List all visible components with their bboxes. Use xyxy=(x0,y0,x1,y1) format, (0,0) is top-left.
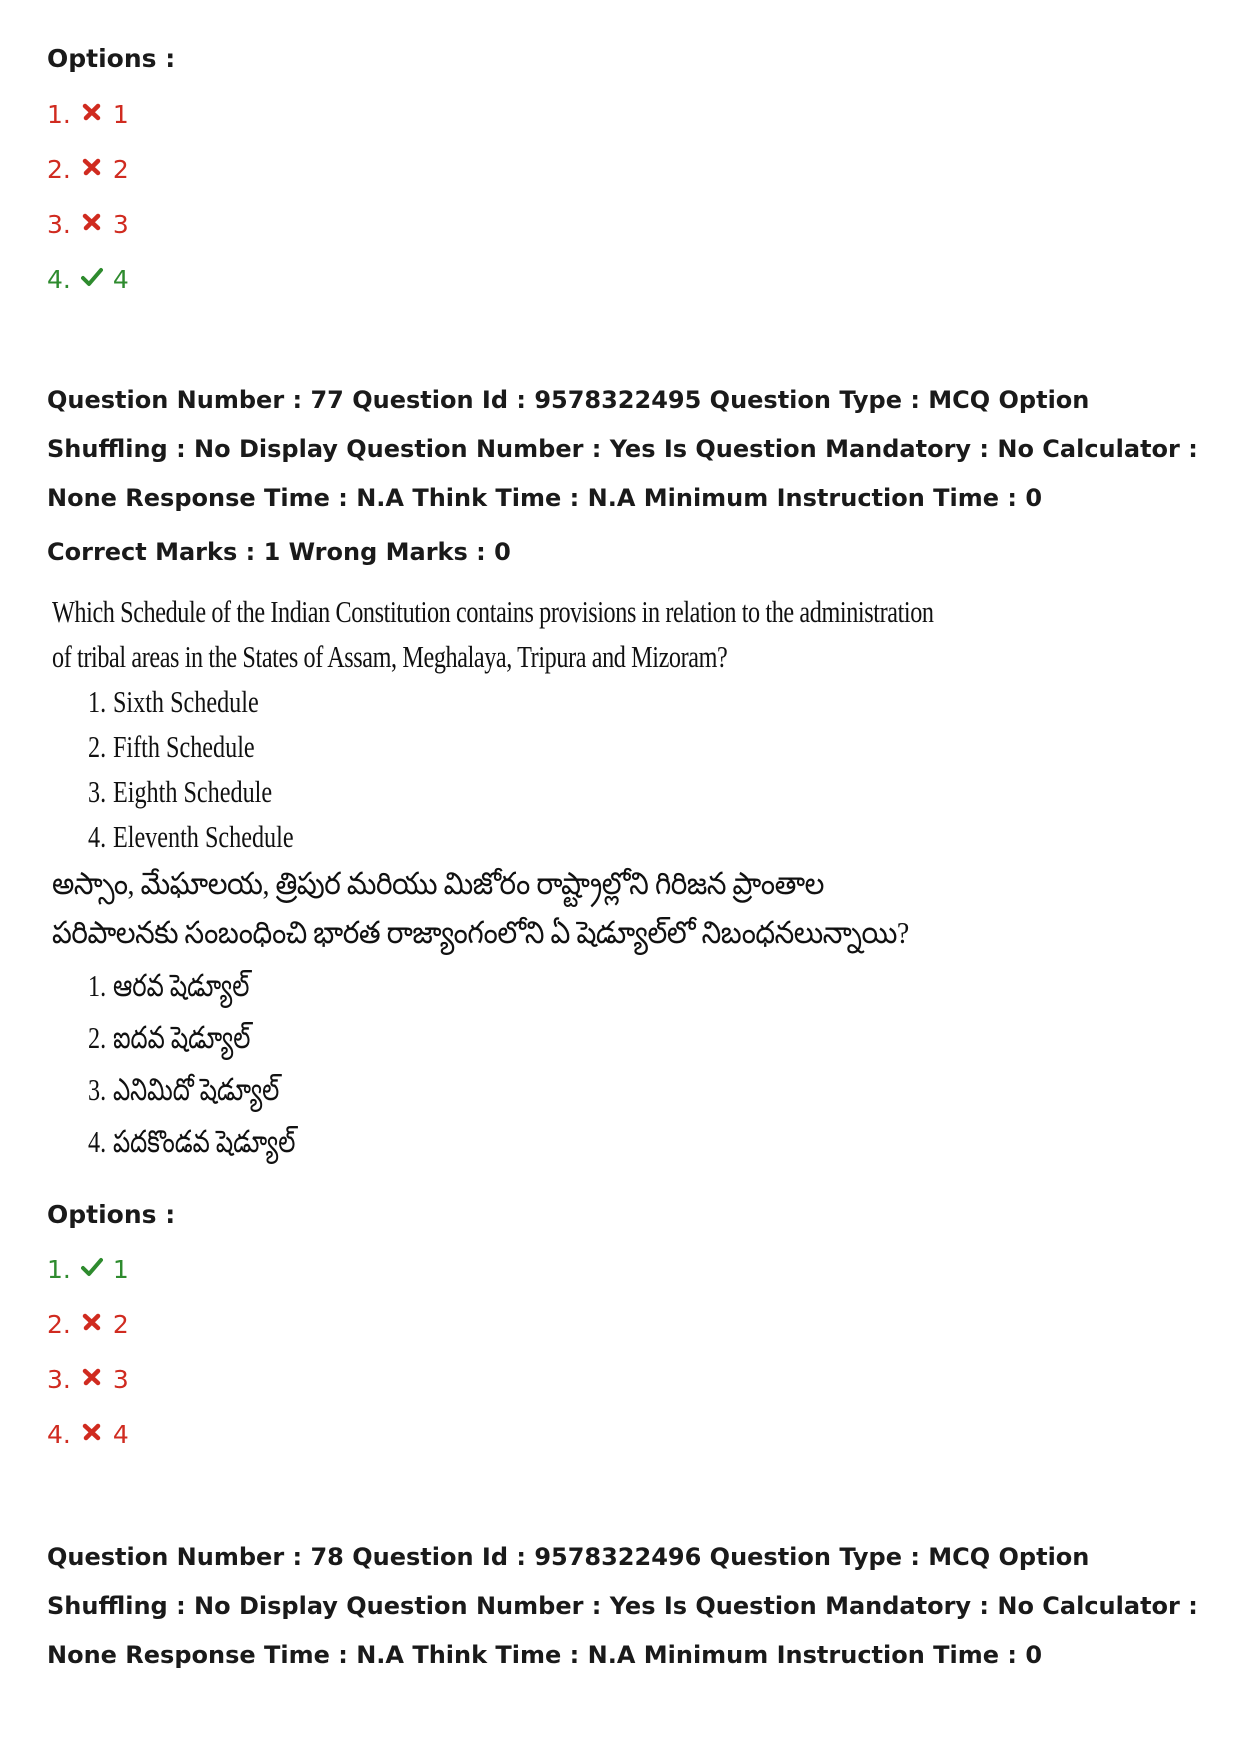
marks-info: Correct Marks : 1 Wrong Marks : 0 xyxy=(47,538,511,566)
choice-text: పదకొండవ షెడ్యూల్ xyxy=(112,1124,296,1159)
question-text-te-line1: అస్సాం, మేఘాలయ, త్రిపుర మరియు మిజోరం రాష్ట్రాల్లోని గిరిజన ప్రాంతాల xyxy=(52,866,825,901)
option-4 xyxy=(47,1420,129,1449)
question-choice-te xyxy=(88,1124,295,1167)
option-number: 4. xyxy=(47,1420,71,1449)
option-number: 2. xyxy=(47,1310,71,1339)
option-4 xyxy=(47,265,129,294)
option-number: 3. xyxy=(47,210,71,239)
choice-number: 3. xyxy=(88,1072,107,1107)
question-choice-en xyxy=(88,819,294,855)
option-label: 3 xyxy=(112,1365,129,1394)
option-2 xyxy=(47,1310,129,1339)
option-3 xyxy=(47,210,129,239)
option-label: 2 xyxy=(112,155,129,184)
check-icon xyxy=(81,265,103,287)
cross-icon xyxy=(81,210,103,232)
choice-number: 4. xyxy=(88,819,107,854)
option-number: 1. xyxy=(47,100,71,129)
choice-text: ఐదవ షెడ్యూల్ xyxy=(112,1020,251,1055)
option-3 xyxy=(47,1365,129,1394)
choice-text: Sixth Schedule xyxy=(112,684,259,719)
question-image xyxy=(52,590,932,1175)
cross-icon xyxy=(81,1310,103,1332)
question-choice-te xyxy=(88,1072,279,1115)
option-number: 2. xyxy=(47,155,71,184)
choice-number: 2. xyxy=(88,729,107,764)
question-choice-en xyxy=(88,729,255,765)
option-label: 3 xyxy=(112,210,129,239)
choice-text: Fifth Schedule xyxy=(112,729,255,764)
choice-text: Eighth Schedule xyxy=(112,774,273,809)
cross-icon xyxy=(81,155,103,177)
option-label: 4 xyxy=(112,1420,129,1449)
question-meta: Question Number : 78 Question Id : 9578322496 Question Type : MCQ Option Shuffling : No Display Question Number : Yes Is Question Mandatory : No Calculator : None Response Time : N.A Think Time : N.A Minimum Instruction Time : 0 xyxy=(47,1543,1198,1669)
option-1 xyxy=(47,1255,129,1284)
option-label: 1 xyxy=(112,1255,129,1284)
choice-number: 1. xyxy=(88,968,107,1003)
choice-text: Eleventh Schedule xyxy=(112,819,294,854)
option-label: 2 xyxy=(112,1310,129,1339)
question-choice-te xyxy=(88,1020,250,1063)
question-text-te-line2: పరిపాలనకు సంబంధించి భారత రాజ్యాంగంలోని ఏ షెడ్యూల్‌లో నిబంధనలున్నాయి? xyxy=(52,915,909,950)
option-number: 1. xyxy=(47,1255,71,1284)
options-heading: Options : xyxy=(47,44,176,73)
question-text-en-line2: of tribal areas in the States of Assam, Meghalaya, Tripura and Mizoram? xyxy=(52,639,728,674)
cross-icon xyxy=(81,1365,103,1387)
option-number: 4. xyxy=(47,265,71,294)
cross-icon xyxy=(81,1420,103,1442)
choice-number: 1. xyxy=(88,684,107,719)
choice-number: 2. xyxy=(88,1020,107,1055)
option-2 xyxy=(47,155,129,184)
question-choice-en xyxy=(88,774,272,810)
option-1 xyxy=(47,100,129,129)
question-choice-en xyxy=(88,684,259,720)
option-label: 1 xyxy=(112,100,129,129)
choice-number: 4. xyxy=(88,1124,107,1159)
question-meta: Question Number : 77 Question Id : 9578322495 Question Type : MCQ Option Shuffling : No Display Question Number : Yes Is Question Mandatory : No Calculator : None Response Time : N.A Think Time : N.A Minimum Instruction Time : 0 xyxy=(47,386,1198,512)
question-choice-te xyxy=(88,968,249,1011)
choice-text: ఆరవ షెడ్యూల్ xyxy=(112,968,250,1003)
check-icon xyxy=(81,1255,103,1277)
option-label: 4 xyxy=(112,265,129,294)
options-heading: Options : xyxy=(47,1200,176,1229)
question-text-en-line1: Which Schedule of the Indian Constitution contains provisions in relation to the administration xyxy=(52,594,934,629)
choice-number: 3. xyxy=(88,774,107,809)
choice-text: ఎనిమిదో షెడ్యూల్ xyxy=(112,1072,280,1107)
option-number: 3. xyxy=(47,1365,71,1394)
cross-icon xyxy=(81,100,103,122)
